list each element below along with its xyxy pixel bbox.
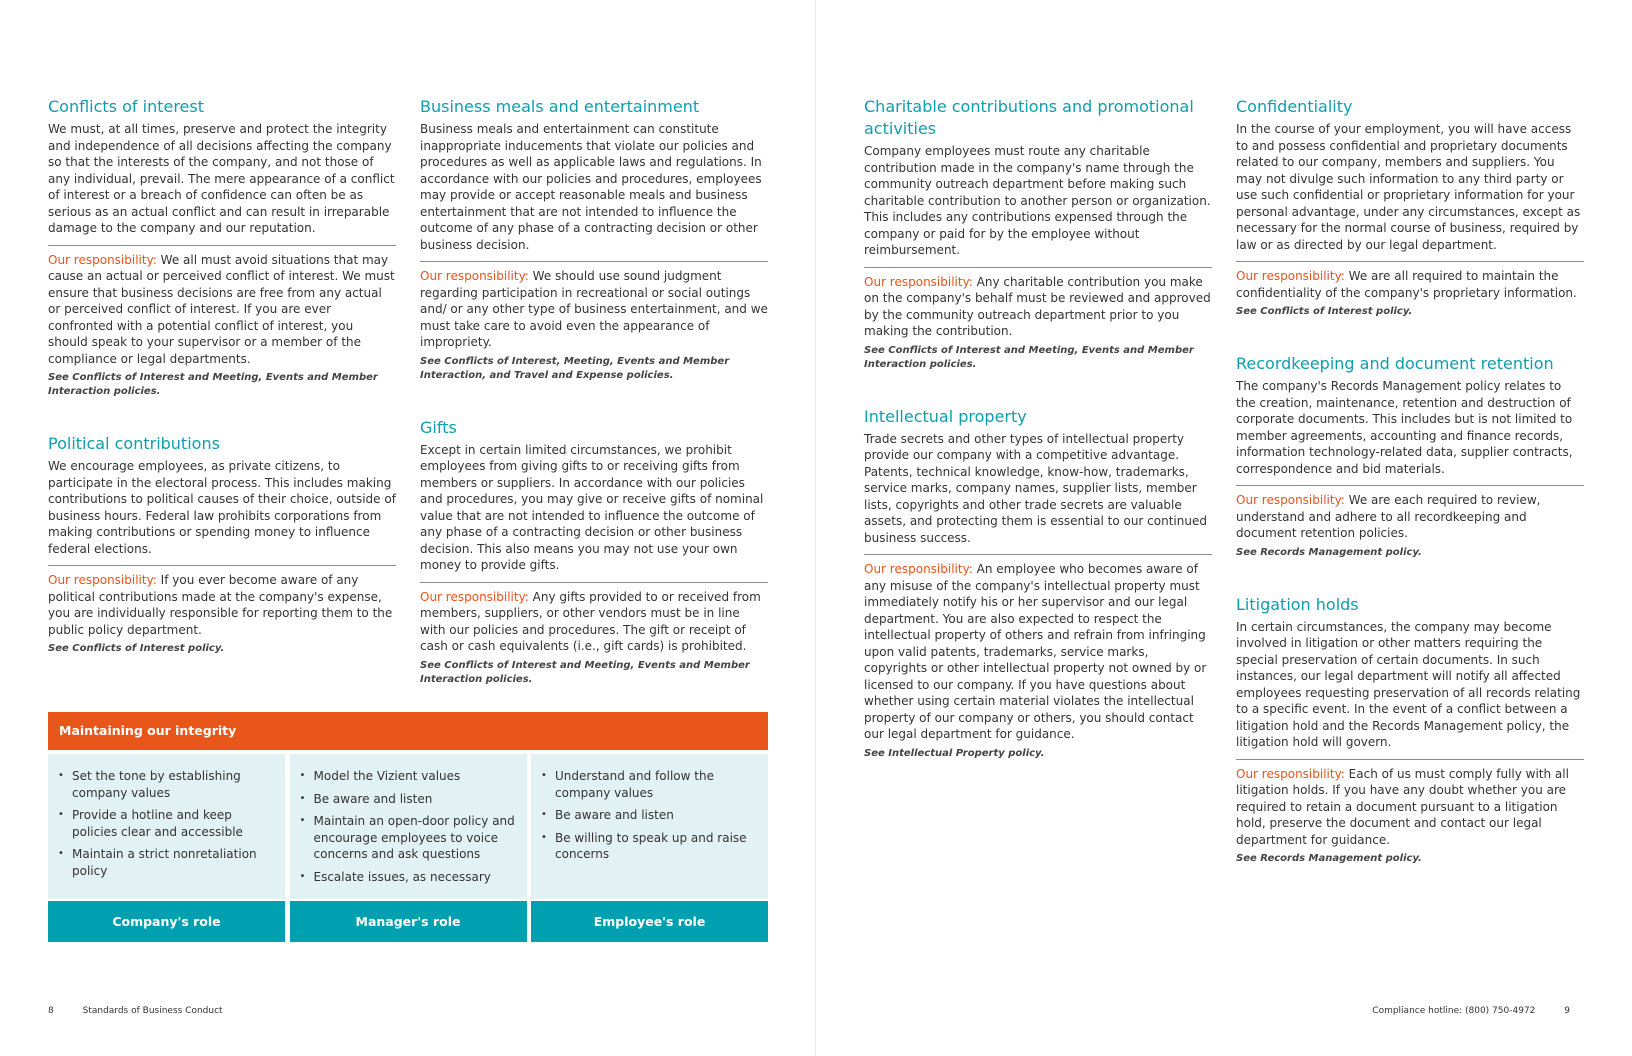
divider xyxy=(48,565,396,566)
section-business-meals xyxy=(420,96,768,383)
left-column-1 xyxy=(48,96,396,690)
integrity-header: Maintaining our integrity xyxy=(48,712,768,750)
integrity-table xyxy=(48,712,768,942)
divider xyxy=(864,554,1212,555)
bullet-icon: • xyxy=(299,870,306,882)
bullet-icon: • xyxy=(541,770,547,781)
policy-reference: See Intellectual Property policy. xyxy=(864,747,1045,759)
section-confidentiality xyxy=(1236,96,1584,319)
responsibility-label: Our responsibility: xyxy=(48,573,157,587)
role-item: • Be aware and listen xyxy=(299,791,433,806)
responsibility-text: We all must avoid situations that may cause an actual or perceived conflict of interest. We must ensure that business decisions are free from any actual or perceived conflict of interest. If you are ever confronted with a potential conflict of interest, you should speak to your supervisor or a member of the compliance or legal departments. xyxy=(48,252,395,366)
right-column-2 xyxy=(1236,96,1584,900)
role-item: • Maintain an open-door policy and encourage employees to voice concerns and ask questions xyxy=(299,814,515,861)
role-manager xyxy=(290,754,527,942)
section-title: Conflicts of interest xyxy=(48,97,205,116)
document-title: Standards of Business Conduct xyxy=(82,1006,223,1016)
responsibility-label: Our responsibility: xyxy=(420,589,529,604)
policy-reference: See Conflicts of Interest and Meeting, Events and Member Interaction policies. xyxy=(48,372,378,397)
page-divider xyxy=(815,0,816,1056)
role-item: • Escalate issues, as necessary xyxy=(299,869,491,884)
section-body: Company employees must route any charitable contribution made in the company's name through the community outreach department before making such charitable contribution to another person or organization. This includes any contributions expensed through the company or paid for by the employee without reimbursement. xyxy=(864,144,1211,257)
role-item: • Be willing to speak up and raise concerns xyxy=(541,830,747,861)
responsibility-label: Our responsibility: xyxy=(1236,766,1345,781)
responsibility-label: Our responsibility: xyxy=(1236,493,1345,507)
section-litigation-holds xyxy=(1236,594,1584,867)
policy-reference: See Conflicts of Interest policy. xyxy=(1236,306,1413,317)
page-number: 9 xyxy=(1564,1006,1570,1016)
bullet-icon: • xyxy=(299,792,306,804)
bullet-icon: • xyxy=(541,831,547,843)
policy-reference: See Conflicts of Interest and Meeting, Events and Member Interaction policies. xyxy=(420,659,750,685)
section-title: Intellectual property xyxy=(864,406,1027,426)
policy-reference: See Records Management policy. xyxy=(1236,546,1422,558)
divider xyxy=(48,245,396,246)
role-body xyxy=(531,754,768,899)
role-item: • Provide a hotline and keep policies clear and accessible xyxy=(58,808,243,839)
responsibility xyxy=(420,589,768,655)
responsibility xyxy=(864,274,1212,340)
responsibility-text: We are all required to maintain the confidentiality of the company's proprietary information. xyxy=(1236,269,1577,300)
role-item: • Model the Vizient values xyxy=(299,769,461,783)
policy-reference: See Conflicts of Interest, Meeting, Events and Member Interaction, and Travel and Expense policies. xyxy=(420,355,730,381)
role-label: Company's role xyxy=(48,901,285,942)
responsibility-text: We are each required to review, understand and adhere to all recordkeeping and document retention policies. xyxy=(1236,493,1541,540)
role-item: • Understand and follow the company values xyxy=(541,769,714,800)
section-conflicts-of-interest xyxy=(48,96,396,399)
divider xyxy=(864,267,1212,268)
responsibility-text: An employee who becomes aware of any misuse of the company's intellectual property must immediately notify his or her supervisor and our legal department. You are also expected to respect the intellectual property of others and refrain from infringing upon valid patents, trademarks, service marks, copyrights or other intellectual property not owned by or licensed to our company. If you have questions about whether using certain material violates the intellectual property of our company or others, you should contact our legal department for guidance. xyxy=(864,562,1207,741)
responsibility xyxy=(420,268,768,351)
section-body: Business meals and entertainment can constitute inappropriate inducements that violate our policies and procedures as well as applicable laws and regulations. In accordance with our policies and procedures, employees may provide or accept reasonable meals and business entertainment that are not intended to influence the outcome of any phase of a contracting decision or other business decision. xyxy=(420,122,762,252)
bullet-icon: • xyxy=(541,809,547,820)
bullet-icon: • xyxy=(299,815,306,826)
section-body: We encourage employees, as private citizens, to participate in the electoral process. This includes making contributions to political causes of their choice, outside of business hours. Federal law prohibits corporations from making contributions or spending money to influence federal elections. xyxy=(48,459,396,556)
divider xyxy=(1236,759,1584,760)
responsibility xyxy=(1236,766,1584,849)
role-body xyxy=(48,754,285,899)
role-item: • Maintain a strict nonretaliation policy xyxy=(58,847,257,878)
bullet-icon: • xyxy=(58,809,64,820)
left-column-2 xyxy=(420,96,768,721)
section-title: Litigation holds xyxy=(1236,594,1359,614)
responsibility-text: Any gifts provided to or received from members, suppliers, or other vendors must be in line with our policies and procedures. The gift or receipt of cash or cash equivalents (i.e., gift cards) is prohibited. xyxy=(420,589,761,653)
right-column-1 xyxy=(864,96,1212,795)
role-item: • Be aware and listen xyxy=(541,808,674,822)
bullet-icon: • xyxy=(58,848,64,859)
roles-row xyxy=(48,754,768,942)
section-body: The company's Records Management policy relates to the creation, maintenance, retention and destruction of corporate documents. This includes but is not limited to member agreements, accounting and finance records, information technology-related data, supplier contracts, correspondence and bid materials. xyxy=(1236,379,1573,476)
section-title: Confidentiality xyxy=(1236,97,1353,116)
responsibility xyxy=(1236,492,1584,542)
section-title: Gifts xyxy=(420,417,457,437)
responsibility-text: We should use sound judgment regarding participation in recreational or social outings and/ or any other type of business entertainment, and we must take care to avoid even the appearance of impropriety. xyxy=(420,269,768,349)
responsibility-label: Our responsibility: xyxy=(864,274,973,289)
section-body: We must, at all times, preserve and protect the integrity and independence of all decisions affecting the company so that the interests of the company, and not those of any individual, prevail. The mere appearance of a conflict of interest or a breach of confidence can often be as serious as an actual conflict and can result in irreparable damage to the company and our reputation. xyxy=(48,122,395,235)
responsibility-label: Our responsibility: xyxy=(864,562,973,576)
section-gifts xyxy=(420,417,768,687)
section-intellectual-property xyxy=(864,406,1212,761)
section-political-contributions xyxy=(48,433,396,656)
section-title: Political contributions xyxy=(48,434,220,453)
section-body: In the course of your employment, you will have access to and possess confidential and proprietary documents related to our company, members and suppliers. You may not divulge such information to any third party or use such confidential or proprietary information for your personal advantage, under any circumstances, except as necessary for the normal course of business, required by law or as directed by our legal department. xyxy=(1236,122,1581,252)
policy-reference: See Conflicts of Interest and Meeting, Events and Member Interaction policies. xyxy=(864,344,1194,370)
section-title: Recordkeeping and document retention xyxy=(1236,354,1554,373)
responsibility-text: Each of us must comply fully with all litigation holds. If you have any doubt whether you are required to retain a document pursuant to a litigation hold, preserve the document and contact our legal department for guidance. xyxy=(1236,766,1569,847)
footer-left xyxy=(48,1006,223,1016)
responsibility-label: Our responsibility: xyxy=(1236,269,1345,283)
section-title: Charitable contributions and promotional activities xyxy=(864,97,1194,138)
bullet-icon: • xyxy=(299,770,306,781)
section-body: Except in certain limited circumstances, we prohibit employees from giving gifts to or receiving gifts from members or suppliers. In accordance with our policies and procedures, you may give or receive gifts of nominal value that are not intended to influence the outcome of any phase of a contracting decision or other business decision. This also means you may not use your own money to provide gifts. xyxy=(420,442,764,572)
responsibility-label: Our responsibility: xyxy=(420,269,529,283)
section-title: Business meals and entertainment xyxy=(420,97,700,116)
role-employee xyxy=(531,754,768,942)
role-label: Employee's role xyxy=(531,901,768,942)
section-body: In certain circumstances, the company may become involved in litigation or other matters requiring the special preservation of certain documents. In such instances, our legal department will notify all affected employees requesting preservation of all records relating to a specific event. In the event of a conflict between a litigation hold and the Records Management policy, the litigation hold will govern. xyxy=(1236,619,1581,749)
responsibility-label: Our responsibility: xyxy=(48,252,157,267)
divider xyxy=(1236,261,1584,262)
responsibility xyxy=(48,572,396,638)
divider xyxy=(1236,485,1584,486)
bullet-icon: • xyxy=(58,770,64,781)
divider xyxy=(420,261,768,262)
role-company xyxy=(48,754,285,942)
page-number: 8 xyxy=(48,1006,54,1016)
role-label: Manager's role xyxy=(290,901,527,942)
responsibility xyxy=(1236,268,1584,301)
section-body: Trade secrets and other types of intellectual property provide our company with a competitive advantage. Patents, technical knowledge, know-how, trademarks, service marks, company names, supplier lists, member lists, copyrights and other trade secrets are valuable assets, and protecting them is essential to our continued business success. xyxy=(864,431,1207,545)
divider xyxy=(420,582,768,583)
compliance-hotline: Compliance hotline: (800) 750-4972 xyxy=(1372,1006,1536,1016)
policy-reference: See Conflicts of Interest policy. xyxy=(48,643,225,654)
responsibility-text: Any charitable contribution you make on the company's behalf must be reviewed and approved by the community outreach department prior to you making the contribution. xyxy=(864,274,1211,338)
section-charitable-contributions xyxy=(864,96,1212,372)
role-body xyxy=(290,754,527,899)
responsibility xyxy=(48,252,396,368)
policy-reference: See Records Management policy. xyxy=(1236,853,1422,864)
role-item: • Set the tone by establishing company values xyxy=(58,769,241,800)
responsibility-text: If you ever become aware of any political contributions made at the company's expense, you are individually responsible for reporting them to the public policy department. xyxy=(48,573,393,637)
footer-right xyxy=(1372,1006,1570,1016)
section-recordkeeping xyxy=(1236,353,1584,560)
responsibility xyxy=(864,561,1212,743)
